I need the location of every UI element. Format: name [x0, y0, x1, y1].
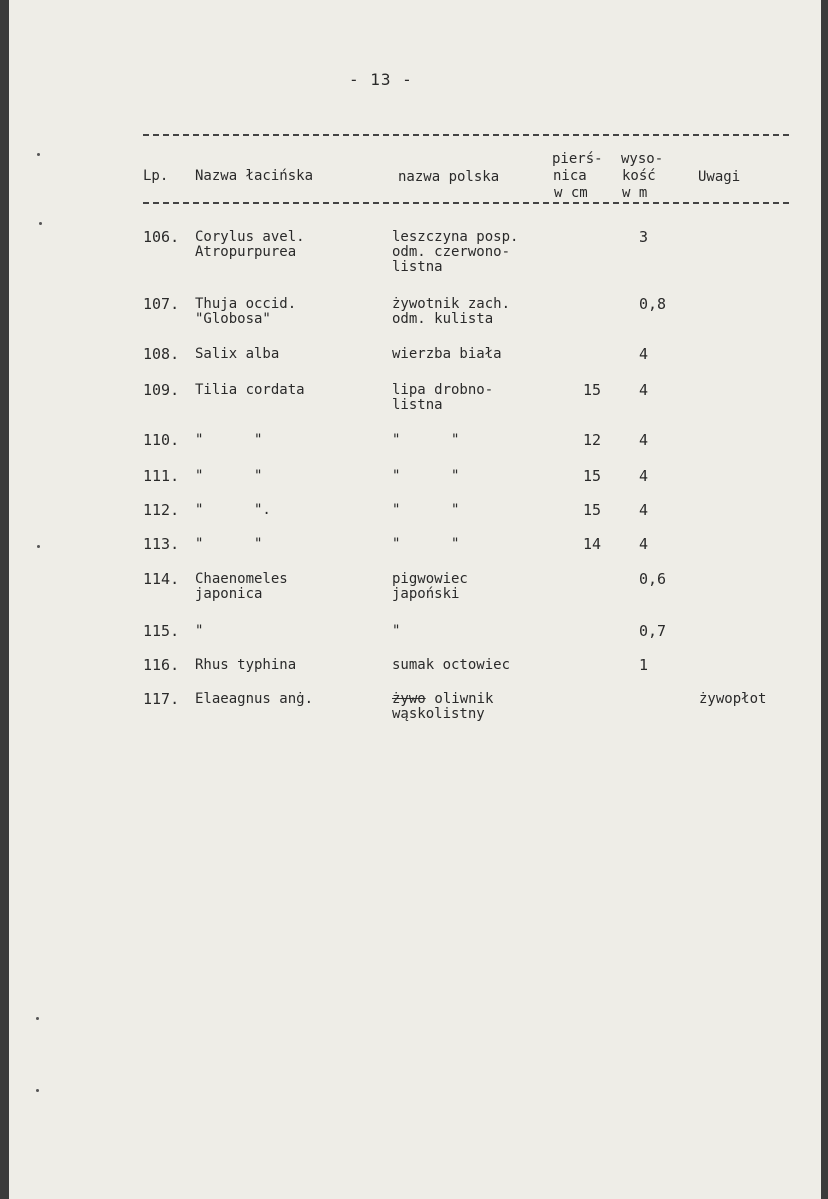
- height-value: 3: [639, 228, 649, 246]
- header-circumference-3: w cm: [554, 185, 588, 201]
- height-value: 4: [639, 501, 649, 519]
- latin-name: Atropurpurea: [195, 244, 297, 260]
- row-number: 108.: [143, 345, 180, 363]
- polish-name: wąskolistny: [392, 706, 485, 722]
- polish-name: listna: [392, 259, 443, 275]
- row-number: 112.: [143, 501, 180, 519]
- latin-name: " ": [195, 536, 263, 552]
- height-value: 4: [639, 535, 649, 553]
- row-number: 114.: [143, 570, 180, 588]
- height-value: 4: [639, 431, 649, 449]
- latin-name: Rhus typhina: [195, 657, 297, 673]
- polish-name: japoński: [392, 586, 460, 602]
- margin-mark: [36, 1017, 39, 1020]
- latin-name: Salix alba: [195, 346, 280, 362]
- header-lp: Lp.: [143, 168, 169, 184]
- margin-mark: [39, 222, 42, 225]
- row-number: 117.: [143, 690, 180, 708]
- header-circumference-1: pierś-: [552, 151, 603, 167]
- polish-name: oliwnik: [426, 691, 494, 707]
- polish-name: " ": [392, 502, 460, 518]
- polish-name: odm. czerwono-: [392, 244, 511, 260]
- height-value: 0,6: [639, 570, 667, 588]
- header-polish-name: nazwa polska: [398, 169, 500, 185]
- header-height-2: kość: [622, 168, 656, 184]
- polish-name: sumak octowiec: [392, 657, 511, 673]
- row-number: 115.: [143, 622, 180, 640]
- margin-mark: [37, 153, 40, 156]
- struck-text: żywo: [392, 691, 426, 707]
- latin-name: " ": [195, 468, 263, 484]
- height-value: 1: [639, 656, 649, 674]
- notes-value: żywopłot: [699, 691, 767, 707]
- polish-name: ": [392, 623, 401, 639]
- circumference-value: 12: [583, 431, 602, 449]
- latin-name: Elaeagnus anġ.: [195, 691, 314, 707]
- header-latin-name: Nazwa łacińska: [195, 168, 314, 184]
- header-height-3: w m: [622, 185, 648, 201]
- latin-name: Chaenomeles: [195, 571, 288, 587]
- height-value: 0,8: [639, 295, 667, 313]
- header-notes: Uwagi: [698, 169, 741, 185]
- row-number: 106.: [143, 228, 180, 246]
- margin-mark: [37, 545, 40, 548]
- height-value: 4: [639, 345, 649, 363]
- polish-name: lipa drobno-: [392, 382, 494, 398]
- polish-name: " ": [392, 536, 460, 552]
- margin-mark: [36, 1089, 39, 1092]
- polish-name: listna: [392, 397, 443, 413]
- latin-name: Thuja occid.: [195, 296, 297, 312]
- polish-name: żywotnik zach.: [392, 296, 511, 312]
- height-value: 4: [639, 381, 649, 399]
- header-circumference-2: nica: [553, 168, 587, 184]
- latin-name: Tilia cordata: [195, 382, 305, 398]
- page-number: - 13 -: [349, 70, 413, 89]
- polish-name: " ": [392, 432, 460, 448]
- latin-name: " ": [195, 432, 263, 448]
- latin-name: Corylus avel.: [195, 229, 305, 245]
- document-page: [9, 0, 821, 1199]
- height-value: 4: [639, 467, 649, 485]
- row-number: 116.: [143, 656, 180, 674]
- polish-name: wierzba biała: [392, 346, 502, 362]
- row-number: 107.: [143, 295, 180, 313]
- polish-name: " ": [392, 468, 460, 484]
- circumference-value: 14: [583, 535, 602, 553]
- row-number: 113.: [143, 535, 180, 553]
- row-number: 109.: [143, 381, 180, 399]
- circumference-value: 15: [583, 467, 602, 485]
- latin-name: japonica: [195, 586, 263, 602]
- row-number: 111.: [143, 467, 180, 485]
- latin-name: "Globosa": [195, 311, 271, 327]
- height-value: 0,7: [639, 622, 667, 640]
- header-height-1: wyso-: [621, 151, 664, 167]
- latin-name: " ".: [195, 502, 271, 518]
- circumference-value: 15: [583, 381, 602, 399]
- circumference-value: 15: [583, 501, 602, 519]
- row-number: 110.: [143, 431, 180, 449]
- polish-name: leszczyna posp.: [392, 229, 519, 245]
- polish-name: pigwowiec: [392, 571, 468, 587]
- polish-name: odm. kulista: [392, 311, 494, 327]
- latin-name: ": [195, 623, 204, 639]
- header-bottom-rule: [143, 202, 789, 204]
- header-top-rule: [143, 134, 789, 136]
